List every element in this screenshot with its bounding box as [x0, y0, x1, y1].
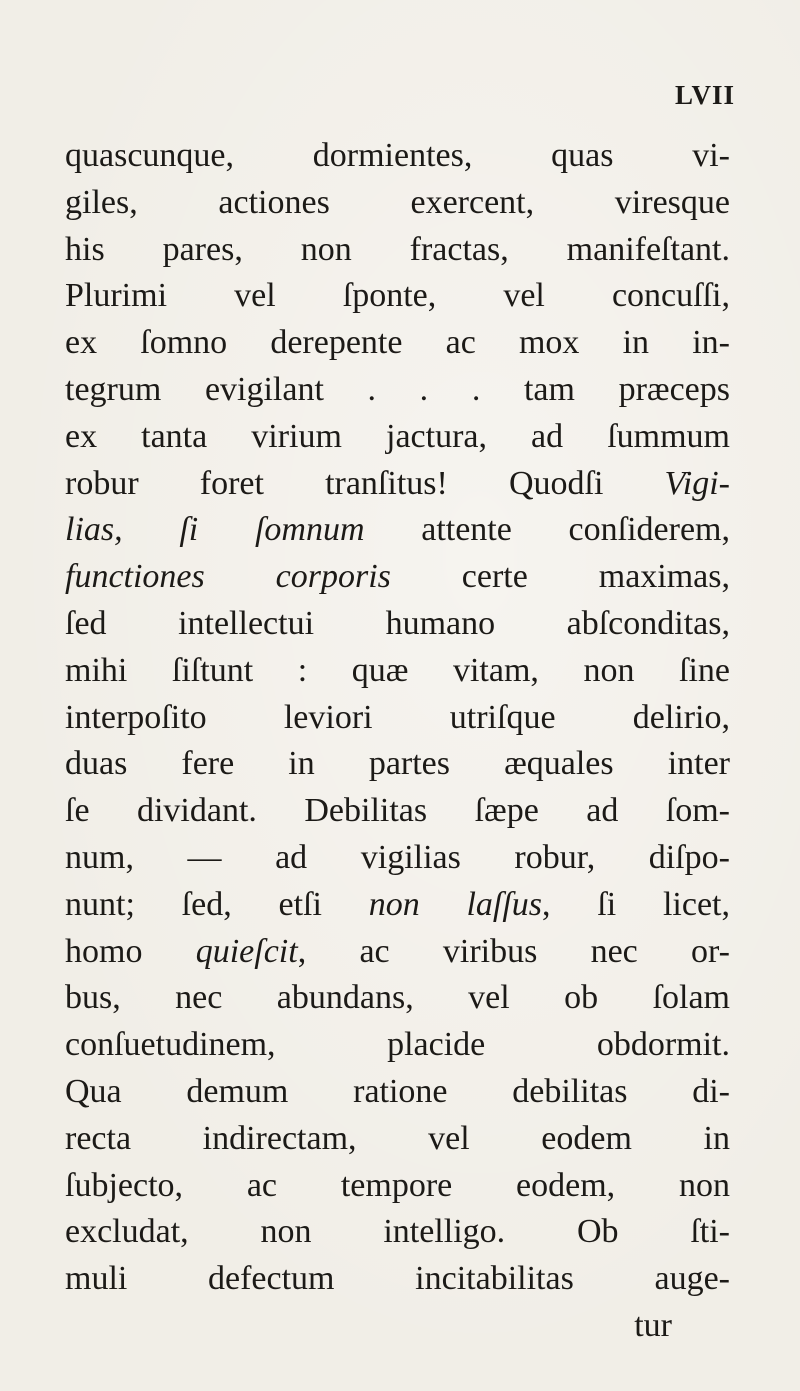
text-line-7: ex tanta virium jactura, ad ſummum [65, 417, 730, 455]
text-line-17 [65, 882, 730, 929]
text-line-4: Plurimi vel ſponte, vel concuſſi, [65, 277, 730, 315]
text-line-8-roman: robur foret tranſitus! Quodſi [65, 464, 604, 502]
text-line-14: duas fere in partes æquales inter [65, 745, 730, 783]
text-line-17-roman: nunt; ſed, etſi [65, 885, 322, 923]
text-line-2: giles, actiones exercent, viresque [65, 183, 730, 221]
text-line-10-roman: certe maximas, [461, 558, 730, 596]
text-line-18-italic: quieſcit [195, 932, 298, 970]
text-line-8 [65, 461, 730, 508]
text-line-18-roman: homo [65, 932, 143, 970]
text-line-11: ſed intellectui humano abſconditas, [65, 604, 730, 642]
text-line-5: ex ſomno derepente ac mox in in- [65, 324, 730, 362]
text-line-1: quascunque, dormientes, quas vi- [65, 137, 730, 174]
text-line-25: muli defectum incitabilitas auge- [65, 1260, 730, 1298]
text-line-6: tegrum evigilant . . . tam præceps [65, 370, 730, 408]
text-line-10-italic: functiones corporis [65, 558, 391, 596]
text-line-9-italic-b: ſomnum [254, 511, 365, 549]
text-line-21: Qua demum ratione debilitas di- [65, 1072, 730, 1110]
text-line-18 [65, 929, 730, 976]
text-line-8-italic: Vigi- [664, 464, 730, 502]
text-line-3: his pares, non fractas, manifeſtant. [65, 230, 730, 268]
catchword: tur [634, 1306, 672, 1344]
text-line-20: conſuetudinem, placide obdormit. [65, 1026, 730, 1064]
page-number: LVII [675, 80, 736, 110]
text-line-9-italic-a: lias, ſi [65, 511, 199, 549]
text-line-9-roman: attente conſiderem, [421, 511, 730, 549]
text-line-19: bus, nec abundans, vel ob ſolam [65, 979, 730, 1017]
text-line-12: mihi ſiſtunt : quæ vitam, non ſine [65, 651, 730, 689]
text-line-17-roman-b: , ſi licet, [542, 885, 730, 923]
text-line-9 [65, 507, 730, 554]
text-line-16: num, — ad vigilias robur, diſpo- [65, 838, 730, 876]
text-line-18-roman-b: , ac viribus nec or- [297, 932, 730, 970]
text-line-22: recta indirectam, vel eodem in [65, 1119, 730, 1157]
text-line-10 [65, 554, 730, 601]
text-line-13: interpoſito leviori utriſque delirio, [65, 698, 730, 736]
text-body [65, 133, 730, 1350]
text-line-17-italic: non laſſus [368, 885, 543, 923]
text-line-23: ſubjecto, ac tempore eodem, non [65, 1166, 730, 1204]
text-line-15: ſe dividant. Debilitas ſæpe ad ſom- [65, 792, 730, 830]
text-line-24: excludat, non intelligo. Ob ſti- [65, 1213, 730, 1251]
catchword-line [65, 1303, 730, 1350]
